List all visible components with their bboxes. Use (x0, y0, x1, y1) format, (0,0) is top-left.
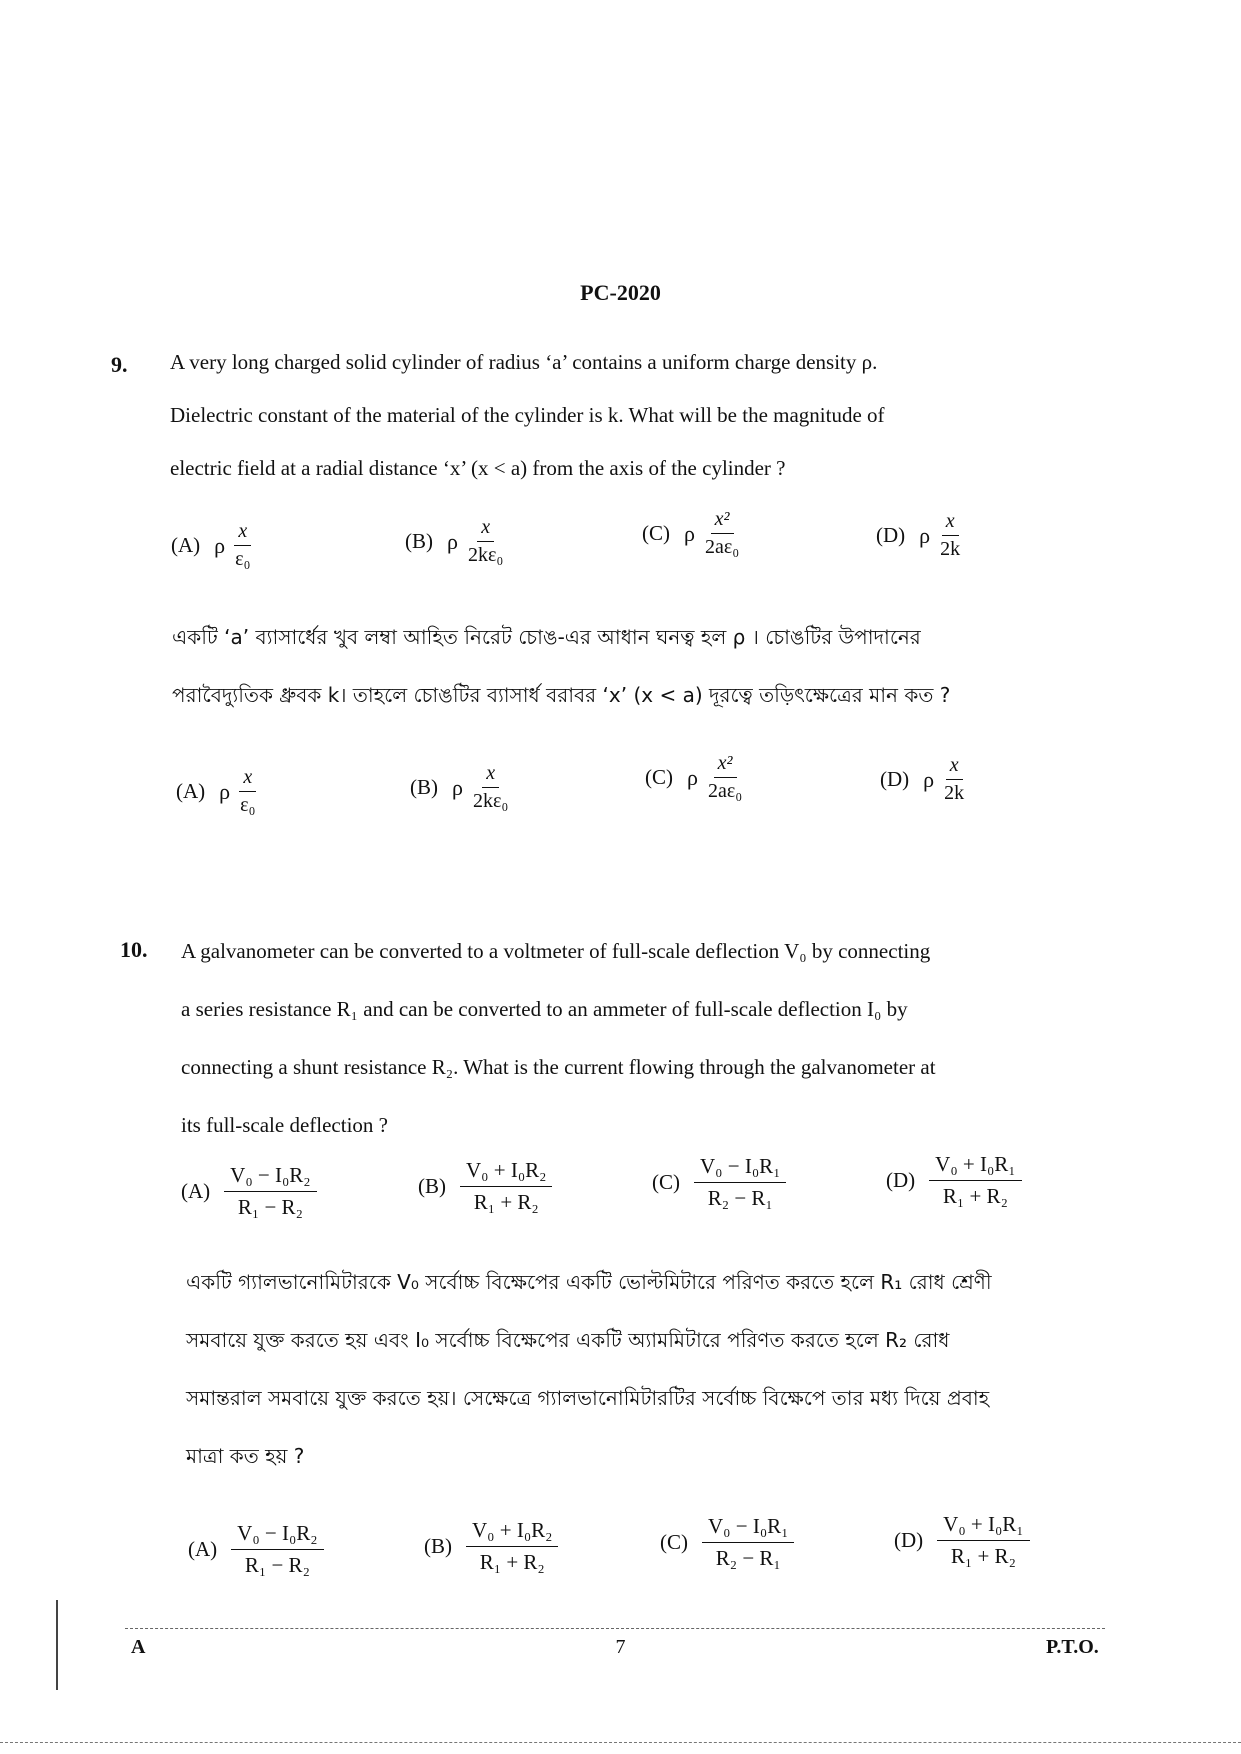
option-fraction (231, 520, 254, 571)
option-fraction (231, 1521, 323, 1578)
option-label: (A) (181, 1179, 211, 1203)
rho-symbol: ρ (219, 778, 231, 804)
q9-option-a-bn (176, 766, 260, 817)
question-9-text-bn (172, 608, 1112, 724)
fraction-numerator: V₀ − I₀R₂ (231, 1521, 323, 1550)
q9-option-d-bn (880, 754, 968, 805)
q10-option-b-bn (424, 1518, 558, 1575)
fraction-numerator: x (477, 516, 494, 542)
question-10-line: connecting a shunt resistance R₂. What is the current flowing through the galvanometer at (181, 1055, 936, 1079)
option-label: (A) (188, 1537, 218, 1561)
question-10-line-bn: সমান্তরাল সমবায়ে যুক্ত করতে হয়। সেক্ষেত্রে গ্যালভানোমিটারটির সর্বোচ্চ বিক্ষেপে তার মধ্য দিয়ে প্রবাহ (186, 1386, 990, 1410)
question-9-text-en (170, 336, 1110, 495)
q9-option-a (171, 520, 255, 571)
question-9-line: Dielectric constant of the material of the cylinder is k. What will be the magnitude of (170, 403, 885, 427)
q10-option-d-bn (894, 1512, 1030, 1569)
question-10-number: 10. (120, 937, 148, 962)
option-label: (D) (886, 1168, 916, 1192)
question-10-line-bn: সমবায়ে যুক্ত করতে হয় এবং I₀ সর্বোচ্চ বিক্ষেপের একটি অ্যামমিটারে পরিণত করতে হলে R₂ রোধ (186, 1328, 950, 1352)
fraction-numerator: x (946, 754, 963, 780)
fraction-denominator: 2k (944, 782, 965, 804)
rho-symbol: ρ (919, 522, 931, 548)
fraction-numerator: V₀ + I₀R₂ (460, 1158, 552, 1187)
q10-option-b (418, 1158, 552, 1215)
option-fraction (937, 1512, 1029, 1569)
fraction-denominator: R₁ − R₂ (237, 1195, 303, 1219)
fraction-denominator: 2k (940, 538, 961, 560)
question-10-line: a series resistance R₁ and can be converted to an ammeter of full-scale deflection I₀ by (181, 997, 908, 1021)
fraction-numerator: x² (711, 508, 734, 534)
option-label: (C) (642, 521, 670, 545)
fraction-denominator: R₁ + R₂ (950, 1544, 1016, 1568)
option-fraction (464, 516, 507, 567)
question-9-number: 9. (111, 352, 128, 377)
footer-pto: P.T.O. (1046, 1636, 1099, 1658)
q10-option-a (181, 1163, 317, 1220)
q10-option-a-bn (188, 1521, 324, 1578)
bottom-scan-rule (0, 1742, 1241, 1743)
question-9-line-bn: একটি ‘a’ ব্যাসার্ধের খুব লম্বা আহিত নিরেট চোঙ-এর আধান ঘনত্ব হল ρ । চোঙটির উপাদানের (172, 625, 921, 649)
question-10-line-bn: একটি গ্যালভানোমিটারকে V₀ সর্বোচ্চ বিক্ষেপের একটি ভোল্টমিটারে পরিণত করতে হলে R₁ রোধ শ্রেণী (186, 1270, 992, 1294)
option-fraction (460, 1158, 552, 1215)
fraction-numerator: V₀ − I₀R₂ (224, 1163, 316, 1192)
option-fraction (694, 1154, 786, 1211)
q10-option-d (886, 1152, 1022, 1209)
fraction-denominator: 2kε₀ (467, 544, 504, 566)
rho-symbol: ρ (923, 766, 935, 792)
q9-option-c-bn (645, 752, 746, 803)
fraction-denominator: R₂ − R₁ (707, 1186, 773, 1210)
rho-symbol: ρ (214, 532, 226, 558)
rho-symbol: ρ (447, 528, 458, 554)
option-label: (B) (410, 775, 438, 799)
option-label: (C) (645, 765, 673, 789)
rho-symbol: ρ (684, 520, 695, 546)
fraction-denominator: R₂ − R₁ (715, 1546, 781, 1570)
question-9-line: electric field at a radial distance ‘x’ (x < a) from the axis of the cylinder ? (170, 456, 786, 480)
option-fraction (940, 754, 968, 805)
option-label: (B) (405, 529, 433, 553)
option-label: (C) (652, 1170, 680, 1194)
question-10-line-bn: মাত্রা কত হয় ? (186, 1444, 305, 1468)
option-fraction (466, 1518, 558, 1575)
question-10-line: A galvanometer can be converted to a voltmeter of full-scale deflection V₀ by connecting (181, 939, 931, 963)
question-10-text-bn (186, 1253, 1106, 1485)
footer-divider (125, 1628, 1105, 1629)
footer-page-number: 7 (615, 1636, 626, 1658)
fraction-denominator: R₁ + R₂ (479, 1550, 545, 1574)
fraction-denominator: 2aε₀ (704, 536, 740, 558)
fraction-numerator: V₀ + I₀R₁ (937, 1512, 1029, 1541)
fraction-denominator: R₁ + R₂ (473, 1190, 539, 1214)
option-label: (D) (894, 1528, 924, 1552)
rho-symbol: ρ (687, 764, 698, 790)
page-header-code: PC-2020 (580, 280, 661, 305)
fraction-numerator: x (234, 520, 251, 546)
option-fraction (701, 508, 743, 559)
option-fraction (702, 1514, 794, 1571)
option-fraction (224, 1163, 316, 1220)
q10-option-c-bn (660, 1514, 794, 1571)
option-label: (A) (171, 533, 201, 557)
fraction-denominator: ε₀ (235, 548, 251, 570)
q10-option-c (652, 1154, 786, 1211)
fraction-denominator: 2kε₀ (472, 790, 509, 812)
fraction-numerator: V₀ − I₀R₁ (694, 1154, 786, 1183)
fraction-denominator: R₁ + R₂ (942, 1184, 1008, 1208)
option-fraction (236, 766, 259, 817)
fraction-numerator: V₀ − I₀R₁ (702, 1514, 794, 1543)
option-fraction (929, 1152, 1021, 1209)
option-label: (B) (424, 1534, 452, 1558)
option-label: (B) (418, 1174, 446, 1198)
option-fraction (936, 510, 964, 561)
rho-symbol: ρ (452, 774, 463, 800)
q9-option-c (642, 508, 743, 559)
fraction-numerator: V₀ + I₀R₂ (466, 1518, 558, 1547)
fraction-denominator: ε₀ (240, 794, 256, 816)
option-label: (D) (880, 767, 910, 791)
binding-margin-mark (56, 1600, 58, 1690)
question-10-text-en (181, 922, 1111, 1154)
q9-option-b (405, 516, 507, 567)
option-fraction (469, 762, 512, 813)
fraction-numerator: x² (714, 752, 737, 778)
fraction-denominator: R₁ − R₂ (244, 1553, 310, 1577)
q9-option-d (876, 510, 964, 561)
option-label: (D) (876, 523, 906, 547)
question-9-line: A very long charged solid cylinder of radius ‘a’ contains a uniform charge density ρ. (170, 350, 878, 374)
q9-option-b-bn (410, 762, 512, 813)
option-label: (A) (176, 779, 206, 803)
option-fraction (704, 752, 746, 803)
question-9-line-bn: পরাবৈদ্যুতিক ধ্রুবক k। তাহলে চোঙটির ব্যাসার্ধ বরাবর ‘x’ (x < a) দূরত্বে তড়িৎক্ষেত্রের মান কত ? (172, 683, 951, 707)
fraction-numerator: x (239, 766, 256, 792)
fraction-denominator: 2aε₀ (707, 780, 743, 802)
option-label: (C) (660, 1530, 688, 1554)
fraction-numerator: x (942, 510, 959, 536)
fraction-numerator: V₀ + I₀R₁ (929, 1152, 1021, 1181)
question-10-line: its full-scale deflection ? (181, 1113, 388, 1137)
fraction-numerator: x (482, 762, 499, 788)
footer-set-code: A (131, 1636, 146, 1658)
